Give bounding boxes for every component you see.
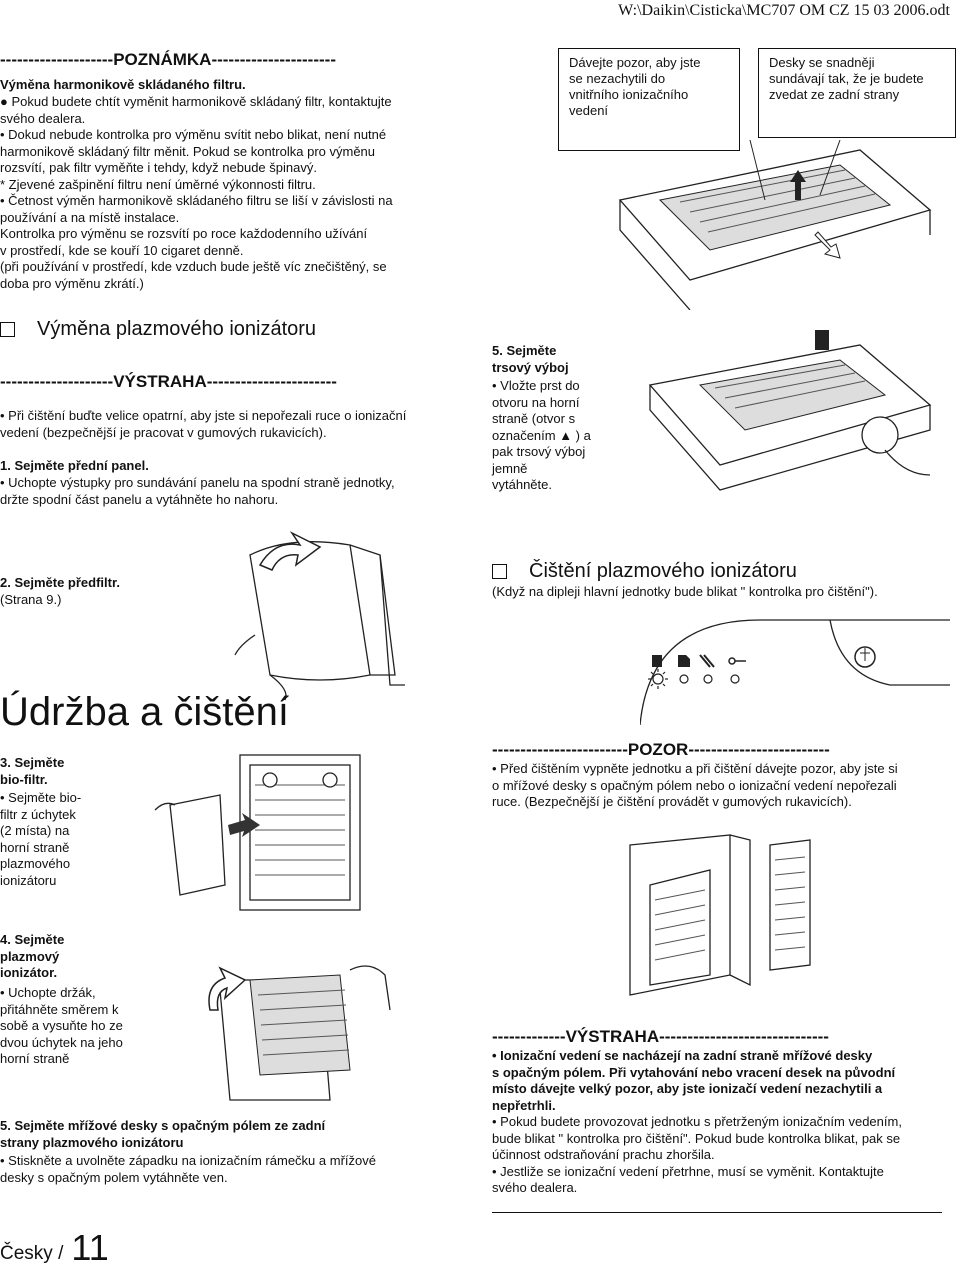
step5-right-text: [492, 378, 622, 494]
callout-line: se nezachytili do: [569, 71, 666, 86]
ionizer-icon: [700, 655, 714, 667]
note-line: (při používání v prostředí, kde vzduch bude ještě víc znečištěný, se: [0, 259, 387, 274]
step3-line: plazmového: [0, 856, 71, 871]
bio-filter-illustration: [150, 745, 380, 915]
step3-line: • Sejměte bio-: [0, 790, 82, 805]
clean-warning-bold: [492, 1048, 952, 1114]
step3-line: horní straně: [0, 839, 70, 855]
callout-line: vedení: [569, 103, 609, 118]
step5-right-line: otvoru na horní: [492, 394, 580, 410]
page-footer: [0, 1227, 109, 1268]
note-separator: --------------------POZNÁMKA----------------------: [0, 50, 336, 69]
clean-warning-line: účinnost odstraňování prachu zhoršila.: [492, 1147, 715, 1162]
note-line: používání a na místě instalace.: [0, 209, 180, 225]
step4-line: horní straně: [0, 1051, 70, 1066]
step5-right-line: • Vložte prst do: [492, 378, 580, 393]
step4-title: [0, 932, 64, 982]
step4-text: [0, 985, 150, 1068]
step4-title-line: 4. Sejměte: [0, 932, 65, 947]
note-line: doba pro výměnu zkrátí.): [0, 275, 144, 291]
clean-warning-bold-line: nepřetrhli.: [492, 1097, 556, 1113]
step4-line: • Uchopte držák,: [0, 985, 96, 1000]
clean-subtitle: (Když na dipleji hlavní jednotky bude blikat " kontrolka pro čištění").: [492, 584, 878, 599]
blinking-lamp-icon: [648, 669, 668, 689]
caution-line: ruce. (Bezpečnější je čištění provádět v gumových rukavicích).: [492, 794, 852, 809]
step5-bottom-line: • Stiskněte a uvolněte západku na ionizačním rámečku a mřížové: [0, 1153, 376, 1168]
front-panel-illustration: [230, 525, 420, 705]
note-line: Kontrolka pro výměnu se rozsvítí po roce každodenního užívání: [0, 226, 368, 241]
page-title: Údržba a čištění: [0, 690, 290, 734]
footer-language: Česky /: [0, 1243, 64, 1264]
step3-line: ionizátoru: [0, 872, 57, 888]
step5-right-title-line: trsový výboj: [492, 359, 569, 375]
streamer-discharge-illustration: [630, 325, 950, 505]
plates-removal-illustration: [600, 140, 950, 310]
step3-title: [0, 755, 64, 788]
step4-line: sobě a vysuňte ho ze: [0, 1018, 123, 1033]
note-line: svého dealera.: [0, 110, 86, 126]
replace-heading-text: Výměna plazmového ionizátoru: [37, 318, 317, 340]
document-icon: [678, 655, 690, 667]
callout-line: zvedat ze zadní strany: [769, 87, 900, 102]
step2-title: 2. Sejměte předfiltr.: [0, 575, 120, 590]
clean-warning-text: [492, 1114, 952, 1197]
step4-line: dvou úchytek na jeho: [0, 1034, 123, 1050]
step3-line: (2 místa) na: [0, 823, 70, 838]
clean-warning-bold-line: místo dávejte velký pozor, aby jste ionizačí vedení nezachytili a: [492, 1081, 883, 1096]
warning-separator: --------------------VÝSTRAHA-----------------------: [0, 372, 337, 391]
callout-line: Dávejte pozor, aby jste: [569, 55, 701, 70]
step3-line: filtr z úchytek: [0, 806, 76, 822]
checkbox-square-icon: [0, 322, 15, 337]
step3-title-line: bio-filtr.: [0, 771, 48, 787]
clean-warning-line: bude blikat " kontrolka pro čištění". Pokud bude kontrolka blikat, pak se: [492, 1130, 901, 1146]
note-line: ● Pokud budete chtít vyměnit harmonikově skládaný filtr, kontaktujte: [0, 94, 392, 109]
replace-heading: [0, 318, 316, 341]
note-line: • Dokud nebude kontrolka pro výměnu svítit nebo blikat, není nutné: [0, 127, 387, 142]
step5-right-line: straně (otvor s: [492, 411, 576, 426]
section-divider: [492, 1212, 942, 1213]
step5-bottom-title: [0, 1118, 480, 1151]
step5-bottom-line: desky s opačným polem vytáhněte ven.: [0, 1169, 228, 1185]
caution-line: • Před čištěním vypněte jednotku a při čištění dávejte pozor, aby jste si: [492, 761, 898, 776]
clean-warning-line: svého dealera.: [492, 1180, 578, 1195]
clean-heading-text: Čištění plazmového ionizátoru: [529, 560, 797, 582]
step1-text: [0, 475, 470, 508]
note-line: • Četnost výměn harmonikově skládaného filtru se liší v závislosti na: [0, 193, 393, 208]
control-panel-illustration: [640, 615, 950, 725]
plasma-ionizer-illustration: [200, 950, 400, 1105]
step5-right-line: vytáhněte.: [492, 477, 552, 492]
callout-inner-wire: [558, 48, 740, 151]
note-line: rozsvítí, pak filtr vyměňte i tehdy, když nebude špinavý.: [0, 160, 317, 175]
mesh-plates-illustration: [610, 825, 870, 1000]
step5-right-line: označením ▲ ) a: [492, 427, 591, 443]
step3-text: [0, 790, 140, 889]
key-icon: [729, 658, 735, 664]
step5-right-line: jemně: [492, 460, 528, 476]
clean-heading: [492, 560, 797, 583]
step5-right-title-line: 5. Sejměte: [492, 343, 557, 358]
note-title: Výměna harmonikově skládaného filtru.: [0, 77, 246, 92]
caution-text: [492, 761, 952, 811]
clean-warning-bold-line: s opačným pólem. Při vytahování nebo vracení desek na původní: [492, 1064, 896, 1080]
step3-title-line: 3. Sejměte: [0, 755, 65, 770]
callout-line: Desky se snadněji: [769, 55, 875, 70]
warning-line: • Při čištění buďte velice opatrní, aby jste si nepořezali ruce o ionizační: [0, 408, 407, 423]
page-number: 11: [71, 1227, 109, 1268]
step4-line: přitáhněte směrem k: [0, 1001, 119, 1017]
step1-title: 1. Sejměte přední panel.: [0, 458, 149, 473]
step5-bottom-title-line: strany plazmového ionizátoru: [0, 1134, 184, 1150]
clean-warning-line: • Pokud budete provozovat jednotku s přetrženým ionizačním vedením,: [492, 1114, 902, 1129]
clean-warning-bold-line: • Ionizační vedení se nacházejí na zadní straně mřížové desky: [492, 1048, 873, 1063]
warning-line: vedení (bezpečnější je pracovat v gumových rukavicích).: [0, 424, 327, 440]
step5-bottom-text: [0, 1153, 480, 1186]
file-path-header: W:\Daikin\Cisticka\MC707 OM CZ 15 03 2006.odt: [618, 2, 950, 19]
step2-sub: (Strana 9.): [0, 592, 62, 607]
clean-warning-separator: -------------VÝSTRAHA------------------------------: [492, 1027, 829, 1046]
step4-title-line: ionizátor.: [0, 965, 58, 980]
note-line: * Zjevené zašpinění filtru není úměrné výkonnosti filtru.: [0, 176, 316, 192]
warning-text: [0, 408, 470, 441]
callout-line: sundávají tak, že je budete: [769, 71, 924, 86]
step1-line: • Uchopte výstupky pro sundávání panelu na spodní straně jednotky,: [0, 475, 395, 490]
step1-line: držte spodní část panelu a vytáhněte ho nahoru.: [0, 491, 279, 507]
step5-bottom-title-line: 5. Sejměte mřížové desky s opačným pólem ze zadní: [0, 1118, 326, 1133]
note-line: v prostředí, kde se kouří 10 cigaret denně.: [0, 242, 244, 258]
step5-right-title: [492, 343, 569, 376]
note-body: [0, 94, 470, 292]
caution-separator: ------------------------POZOR-------------------------: [492, 740, 830, 759]
checkbox-square-icon: [492, 564, 507, 579]
note-line: harmonikově skládaný filtr měnit. Pokud se kontrolka pro výměnu: [0, 143, 376, 159]
callout-line: vnitřního ionizačního: [569, 87, 689, 102]
clean-warning-line: • Jestliže se ionizační vedení přetrhne, musí se vyměnit. Kontaktujte: [492, 1163, 884, 1179]
callout-plates-lift: [758, 48, 956, 138]
caution-line: o mřížové desky s opačným pólem nebo o ionizační vedení nepořezali: [492, 777, 897, 793]
step4-title-line: plazmový: [0, 948, 60, 964]
step5-right-line: pak trsový výboj: [492, 444, 586, 459]
filter-indicator-icon: [652, 655, 662, 667]
